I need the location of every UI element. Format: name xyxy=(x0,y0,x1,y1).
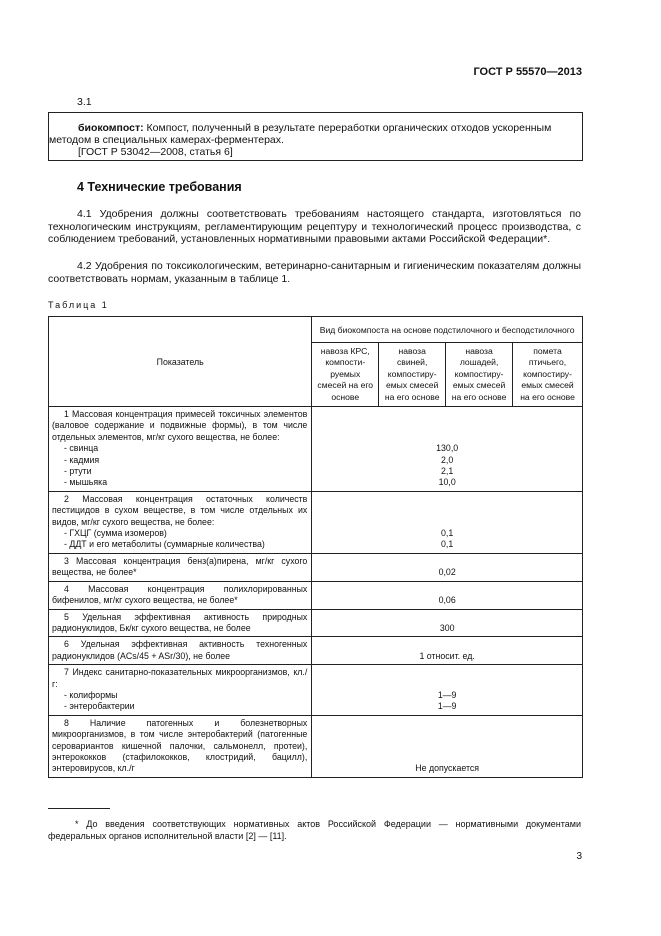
table-row xyxy=(49,637,583,665)
row-2-parameter: 2 Массовая концентрация остаточных количеств пестицидов в сухом веществе, в том числе отдельных их видов, мг/кг сухого вещества, не более: - ГХЦГ (сумма изомеров) - ДДТ и его метаболиты (суммарные количества) xyxy=(49,491,312,553)
section-title: 4 Технические требования xyxy=(77,180,242,194)
row-5-values: 300 xyxy=(312,609,583,637)
column-header-horse: навоза лошадей, компостиру- емых смесей на его основе xyxy=(446,343,513,407)
table-row xyxy=(49,553,583,581)
row-4-values: 0,06 xyxy=(312,581,583,609)
table-row xyxy=(49,665,583,716)
table-row xyxy=(49,407,583,492)
term-definition-line-1 xyxy=(78,122,551,134)
row-3-values: 0,02 xyxy=(312,553,583,581)
row-6-parameter: 6 Удельная эффективная активность техногенных радионуклидов (ACs/45 + ASr/30), не более xyxy=(49,637,312,665)
table-row xyxy=(49,491,583,553)
row-4-parameter: 4 Массовая концентрация полихлорированных бифенилов, мг/кг сухого вещества, не более* xyxy=(49,581,312,609)
row-6-values: 1 относит. ед. xyxy=(312,637,583,665)
paragraph-4-1-text: 4.1 Удобрения должны соответствовать требованиям настоящего стандарта, изготовляться по технологическим инструкциям, регламентирующим рецептуру и технологический процесс производства, с соблюдением требований, установленных нормативными правовыми актами Российской Федерации*. xyxy=(48,208,581,246)
row-1-parameter: 1 Массовая концентрация примесей токсичных элементов (валовое содержание и подвижные формы), в том числе отдельных элементов, мг/кг сухого вещества, не более: - свинца - кадмия - ртути - мышьяка xyxy=(49,407,312,492)
row-3-parameter: 3 Массовая концентрация бенз(а)пирена, мг/кг сухого вещества, не более* xyxy=(49,553,312,581)
row-8-values: Не допускается xyxy=(312,715,583,777)
term-definition-box xyxy=(48,112,583,161)
row-7-parameter: 7 Индекс санитарно-показательных микроорганизмов, кл./г: - колиформы - энтеробактерии xyxy=(49,665,312,716)
column-header-poultry: помета птичьего, компостиру- емых смесей на его основе xyxy=(513,343,583,407)
param-header: Показатель xyxy=(49,317,312,407)
row-8-parameter: 8 Наличие патогенных и болезнетворных микроорганизмов, в том числе энтеробактерий (патогенные серовариантов кишечной палочки, сальмонелл, протеи), энтерококков (стафилококков, клостридий, бацилл), энтеровирусов, кл./г xyxy=(49,715,312,777)
page-number: 3 xyxy=(576,851,582,862)
paragraph-4-2 xyxy=(48,260,581,285)
column-header-cattle: навоза КРС, компости- руемых смесей на его основе xyxy=(312,343,379,407)
table-row xyxy=(49,609,583,637)
term-definition-text-1: Компост, полученный в результате переработки органических отходов ускоренным xyxy=(143,122,552,134)
footnote xyxy=(48,818,581,842)
column-header-pig: навоза свиней, компостиру- емых смесей на его основе xyxy=(379,343,446,407)
row-7-values: 1—9 1—9 xyxy=(312,665,583,716)
paragraph-4-1 xyxy=(48,208,581,246)
row-1-values: 130,0 2,0 2,1 10,0 xyxy=(312,407,583,492)
table-row xyxy=(49,581,583,609)
table-caption: Таблица 1 xyxy=(48,300,109,310)
term-definition-line-2: методом в специальных камерах-ферментерах. xyxy=(49,134,284,146)
footnote-divider xyxy=(48,808,110,809)
row-5-parameter: 5 Удельная эффективная активность природных радионуклидов, Бк/кг сухого вещества, не более xyxy=(49,609,312,637)
requirements-table xyxy=(48,316,583,778)
group-header: Вид биокомпоста на основе подстилочного и бесподстилочного xyxy=(312,317,583,343)
paragraph-4-2-text: 4.2 Удобрения по токсикологическим, ветеринарно-санитарным и гигиеническим показателям должны соответствовать нормам, указанным в таблице 1. xyxy=(48,260,581,285)
footnote-text: * До введения соответствующих нормативных актов Российской Федерации — нормативными документами федеральных органов исполнительной власти [2] — [11]. xyxy=(48,819,581,841)
term-reference: [ГОСТ Р 53042—2008, статья 6] xyxy=(78,146,233,158)
table-row xyxy=(49,715,583,777)
term-name: биокомпост: xyxy=(78,122,144,134)
term-number: 3.1 xyxy=(77,96,92,108)
row-2-values: 0,1 0,1 xyxy=(312,491,583,553)
standard-code: ГОСТ Р 55570—2013 xyxy=(473,66,582,78)
